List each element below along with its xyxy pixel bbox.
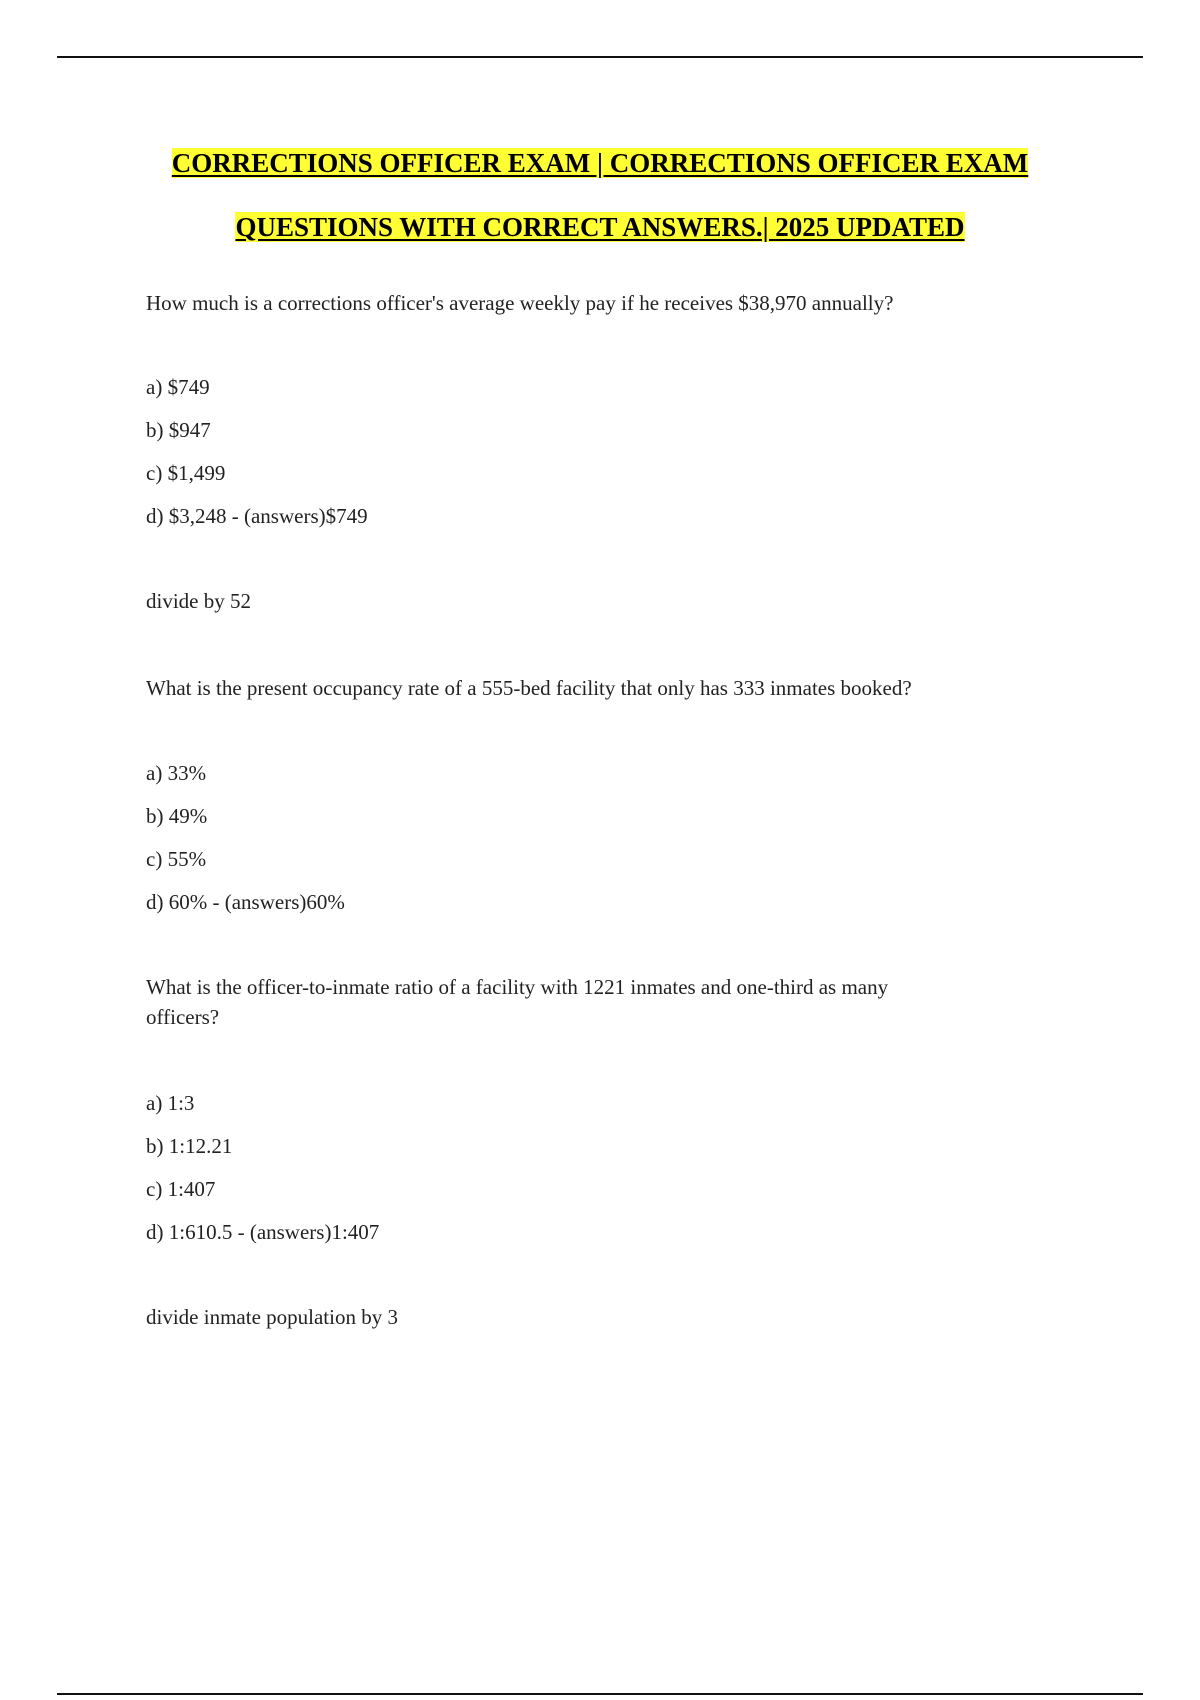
question-1-note: divide by 52 bbox=[146, 589, 251, 613]
question-2-option-b: b) 49% bbox=[146, 804, 208, 828]
question-3-option-a: a) 1:3 bbox=[146, 1091, 195, 1115]
question-3-line-2: officers? bbox=[146, 1005, 220, 1029]
question-3-option-b: b) 1:12.21 bbox=[146, 1134, 233, 1158]
question-2-option-c: c) 55% bbox=[146, 847, 207, 871]
question-1-option-c: c) $1,499 bbox=[146, 461, 226, 485]
question-3-option-d-answer: d) 1:610.5 - (answers)1:407 bbox=[146, 1220, 380, 1244]
question-1-option-d-answer: d) $3,248 - (answers)$749 bbox=[146, 504, 368, 528]
question-3-line-1: What is the officer-to-inmate ratio of a facility with 1221 inmates and one-third as many bbox=[146, 975, 889, 999]
question-1: How much is a corrections officer's average weekly pay if he receives $38,970 annually? bbox=[146, 291, 894, 315]
question-1-option-b: b) $947 bbox=[146, 418, 211, 442]
document-title-line-1: CORRECTIONS OFFICER EXAM | CORRECTIONS OFFICER EXAM bbox=[171, 148, 1029, 178]
header-rule bbox=[57, 56, 1143, 58]
question-2: What is the present occupancy rate of a 555-bed facility that only has 333 inmates booked? bbox=[146, 676, 912, 700]
document-title-line-2: QUESTIONS WITH CORRECT ANSWERS.| 2025 UPDATED bbox=[235, 212, 965, 242]
question-3-note: divide inmate population by 3 bbox=[146, 1305, 398, 1329]
question-1-option-a: a) $749 bbox=[146, 375, 210, 399]
footer-rule bbox=[57, 1693, 1143, 1695]
question-3-option-c: c) 1:407 bbox=[146, 1177, 216, 1201]
question-2-option-a: a) 33% bbox=[146, 761, 207, 785]
question-2-option-d-answer: d) 60% - (answers)60% bbox=[146, 890, 345, 914]
